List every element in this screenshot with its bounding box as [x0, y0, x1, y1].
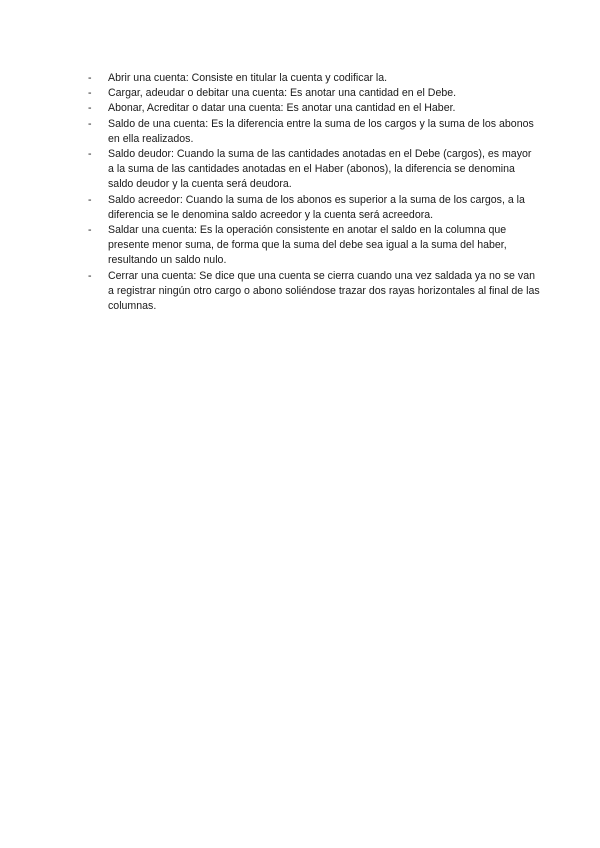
bullet-dash: - [88, 117, 92, 130]
bullet-dash: - [88, 102, 92, 115]
list-item-text: Abonar, Acreditar o datar una cuenta: Es anotar una cantidad en el Haber. [108, 102, 456, 115]
bullet-dash: - [88, 148, 92, 161]
list-item [88, 193, 540, 223]
bullet-dash: - [88, 193, 92, 206]
list-item-text: Abrir una cuenta: Consiste en titular la cuenta y codificar la. [108, 72, 388, 84]
bullet-dash: - [88, 224, 92, 237]
list-item [88, 223, 540, 269]
list-item [88, 101, 540, 116]
list-item-text: Saldo de una cuenta: Es la diferencia entre la suma de los cargos y la suma de los abonos en ella realizados. [108, 117, 534, 145]
definition-list [88, 71, 540, 314]
list-item-text: Cargar, adeudar o debitar una cuenta: Es anotar una cantidad en el Debe. [108, 87, 457, 100]
list-item-text: Saldar una cuenta: Es la operación consistente en anotar el saldo en la columna que presente menor suma, de forma que la suma del debe sea igual a la suma del haber, resultando un saldo nulo. [108, 224, 507, 267]
bullet-dash: - [88, 87, 92, 100]
list-item [88, 269, 540, 315]
list-item-text: Saldo deudor: Cuando la suma de las cantidades anotadas en el Debe (cargos), es mayor a la suma de las cantidades anotadas en el Haber (abonos), la diferencia se denomina saldo deudor y la cuenta será deudora. [108, 148, 532, 191]
bullet-dash: - [88, 269, 92, 282]
list-item-text: Saldo acreedor: Cuando la suma de los abonos es superior a la suma de los cargos, a la diferencia se le denomina saldo acreedor y la cuenta será acreedora. [108, 193, 525, 221]
list-item [88, 86, 540, 101]
list-item [88, 71, 540, 86]
list-item-text: Cerrar una cuenta: Se dice que una cuenta se cierra cuando una vez saldada ya no se van a registrar ningún otro cargo o abono soliéndose trazar dos rayas horizontales al final de las columnas. [108, 269, 540, 313]
bullet-dash: - [88, 72, 92, 84]
list-item [88, 117, 540, 147]
list-item [88, 147, 540, 193]
